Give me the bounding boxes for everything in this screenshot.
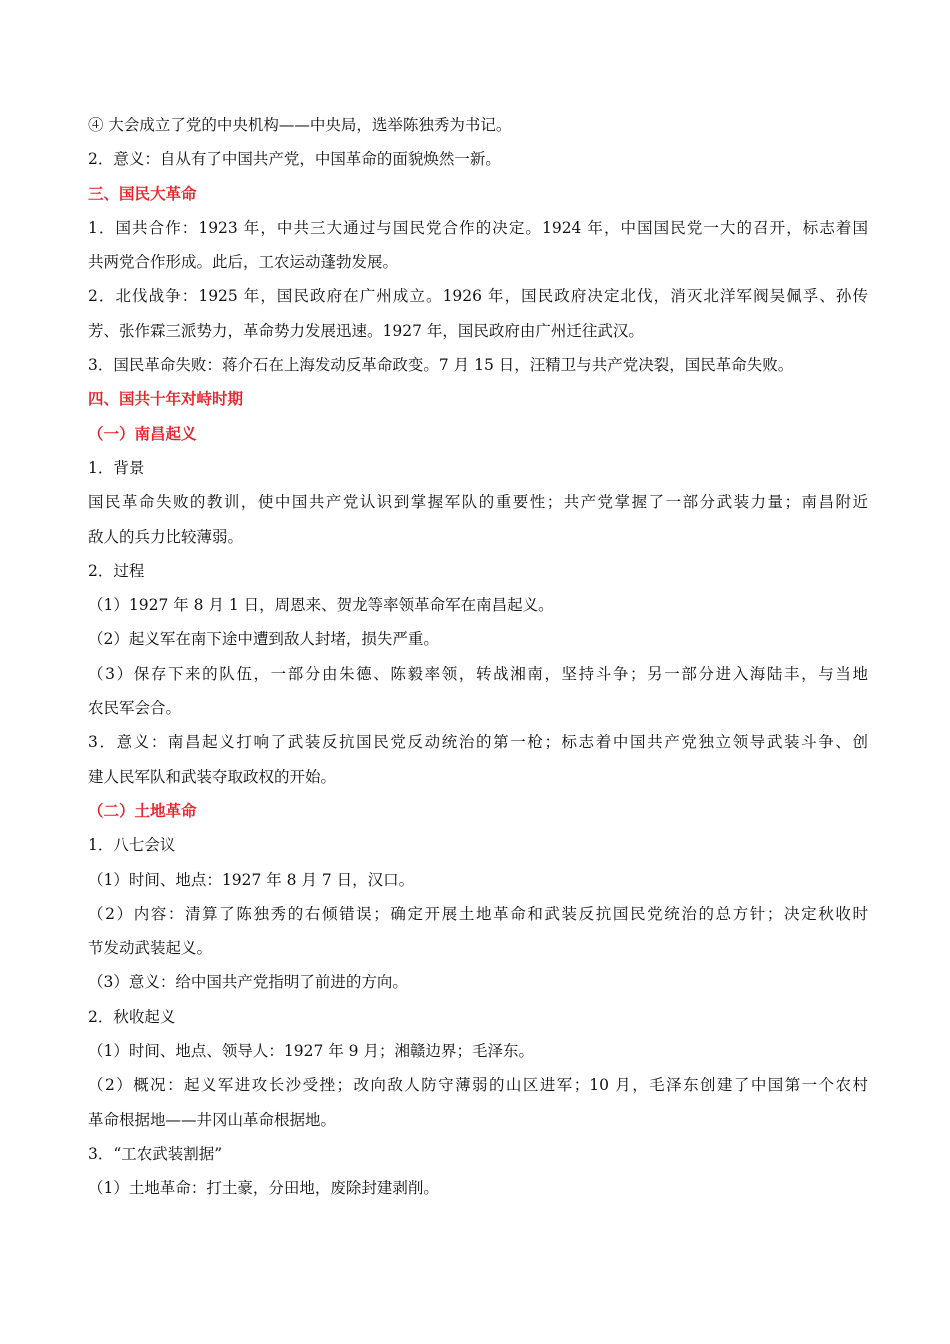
text-line: 1．背景 bbox=[88, 458, 145, 477]
text-line: 国民革命失败的教训，使中国共产党认识到掌握军队的重要性；共产党掌握了一部分武装力量；南昌附近 bbox=[88, 493, 868, 512]
text-line: 节发动武装起义。 bbox=[88, 939, 213, 958]
text-line: 2．过程 bbox=[88, 561, 145, 580]
text-line: （1）时间、地点：1927 年 8 月 7 日，汉口。 bbox=[88, 870, 415, 889]
text-line: 建人民军队和武装夺取政权的开始。 bbox=[88, 767, 337, 786]
text-line: 1．八七会议 bbox=[88, 836, 176, 855]
text-line: 1．国共合作：1923 年，中共三大通过与国民党合作的决定。1924 年，中国国民党一大的召开，标志着国 bbox=[88, 218, 868, 237]
text-line: 共两党合作形成。此后，工农运动蓬勃发展。 bbox=[88, 253, 399, 272]
section-heading: 三、国民大革命 bbox=[88, 183, 197, 203]
text-line: 革命根据地——井冈山革命根据地。 bbox=[88, 1110, 337, 1129]
text-line: 农民军会合。 bbox=[88, 699, 182, 718]
text-line: （1）1927 年 8 月 1 日，周恩来、贺龙等率领革命军在南昌起义。 bbox=[88, 596, 554, 615]
subsection-heading: （一）南昌起义 bbox=[88, 423, 197, 443]
text-line: ④ 大会成立了党的中央机构——中央局，选举陈独秀为书记。 bbox=[88, 116, 512, 134]
document-page bbox=[88, 108, 868, 1206]
section-heading: 四、国共十年对峙时期 bbox=[88, 389, 244, 409]
subsection-heading: （二）土地革命 bbox=[88, 800, 197, 820]
text-line: （3）意义：给中国共产党指明了前进的方向。 bbox=[88, 973, 408, 992]
text-line: 3．“工农武装割据” bbox=[88, 1144, 223, 1163]
text-line: 2．秋收起义 bbox=[88, 1007, 176, 1026]
text-line: 敌人的兵力比较薄弱。 bbox=[88, 527, 244, 546]
text-line: （2）起义军在南下途中遭到敌人封堵，损失严重。 bbox=[88, 630, 439, 649]
text-line: 3．国民革命失败：蒋介石在上海发动反革命政变。7 月 15 日，汪精卫与共产党决裂，国民革命失败。 bbox=[88, 356, 794, 375]
text-line: （3）保存下来的队伍，一部分由朱德、陈毅率领，转战湘南，坚持斗争；另一部分进入海陆丰，与当地 bbox=[88, 664, 868, 683]
text-line: 2．意义：自从有了中国共产党，中国革命的面貌焕然一新。 bbox=[88, 150, 501, 169]
text-line: （1）土地革命：打土豪，分田地，废除封建剥削。 bbox=[88, 1179, 439, 1198]
text-line: 芳、张作霖三派势力，革命势力发展迅速。1927 年，国民政府由广州迁往武汉。 bbox=[88, 321, 644, 340]
text-line: （2）内容：清算了陈独秀的右倾错误；确定开展土地革命和武装反抗国民党统治的总方针；决定秋收时 bbox=[88, 904, 868, 923]
text-line: （2）概况：起义军进攻长沙受挫；改向敌人防守薄弱的山区进军；10 月，毛泽东创建了中国第一个农村 bbox=[88, 1076, 868, 1095]
text-line: 2．北伐战争：1925 年，国民政府在广州成立。1926 年，国民政府决定北伐，消灭北洋军阀吴佩孚、孙传 bbox=[88, 287, 868, 306]
text-line: （1）时间、地点、领导人：1927 年 9 月；湘赣边界；毛泽东。 bbox=[88, 1042, 534, 1061]
text-line: 3．意义：南昌起义打响了武装反抗国民党反动统治的第一枪；标志着中国共产党独立领导武装斗争、创 bbox=[88, 733, 868, 752]
